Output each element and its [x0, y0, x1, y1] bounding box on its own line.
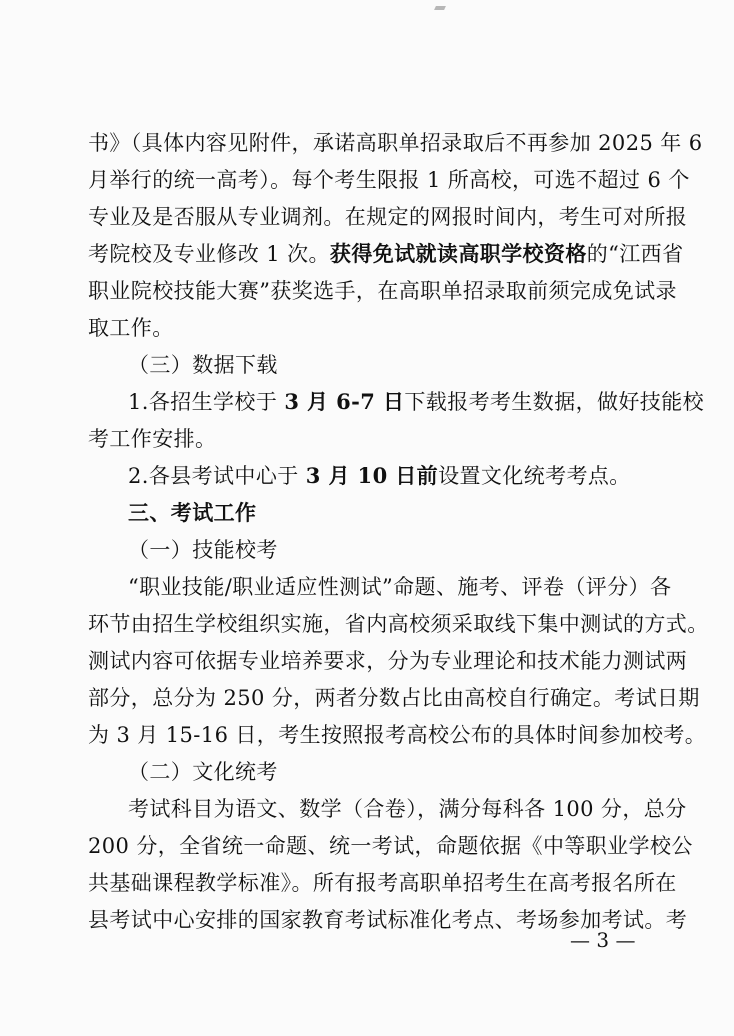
line-segment: 2.各县考试中心于 — [128, 464, 306, 488]
line-segment: 的“江西省 — [586, 242, 684, 266]
bold-segment: 获得免试就读高职学校资格 — [329, 241, 587, 266]
paragraph-line: 为 3 月 15-16 日，考生按照报考高校公布的具体时间参加校考。 — [88, 723, 707, 747]
section-subheading: （二）文化统考 — [128, 760, 278, 784]
paragraph-line — [128, 387, 704, 417]
paragraph-line: “职业技能/职业适应性测试”命题、施考、评卷（评分）各 — [128, 575, 672, 599]
paragraph-line — [88, 239, 683, 269]
bold-segment: 3 月 10 日前 — [305, 463, 439, 488]
paragraph-line: 测试内容可依据专业培养要求，分为专业理论和技术能力测试两 — [88, 649, 688, 673]
scan-mark — [434, 6, 446, 10]
page-number: — 3 — — [570, 928, 636, 952]
line-segment: 设置文化统考考点。 — [438, 464, 631, 488]
paragraph-line: 书》（具体内容见附件，承诺高职单招录取后不再参加 2025 年 6 — [88, 131, 703, 155]
paragraph-line: 考试科目为语文、数学（合卷），满分每科各 100 分，总分 — [128, 797, 687, 821]
line-segment: 1.各招生学校于 — [128, 390, 285, 414]
paragraph-line — [128, 461, 631, 491]
line-segment: 考院校及专业修改 1 次。 — [88, 242, 330, 266]
bold-segment: 3 月 6-7 日 — [284, 389, 405, 414]
section-heading: 三、考试工作 — [128, 500, 257, 525]
paragraph-line: 职业院校技能大赛”获奖选手，在高职单招录取前须完成免试录 — [88, 279, 677, 303]
paragraph-line: 200 分，全省统一命题、统一考试，命题依据《中等职业学校公 — [88, 834, 693, 858]
paragraph-line: 月举行的统一高考）。每个考生限报 1 所高校，可选不超过 6 个 — [88, 168, 690, 192]
paragraph-line: 县考试中心安排的国家教育考试标准化考点、考场参加考试。考 — [88, 908, 688, 932]
paragraph-line: 部分，总分为 250 分，两者分数占比由高校自行确定。考试日期 — [88, 686, 700, 710]
section-subheading: （三）数据下载 — [128, 353, 278, 377]
paragraph-line: 取工作。 — [88, 316, 174, 340]
line-segment: 下载报考考生数据，做好技能校 — [404, 390, 705, 414]
paragraph-line: 考工作安排。 — [88, 427, 217, 451]
section-subheading: （一）技能校考 — [128, 538, 278, 562]
paragraph-line: 专业及是否服从专业调剂。在规定的网报时间内，考生可对所报 — [88, 205, 688, 229]
paragraph-line: 环节由招生学校组织实施，省内高校须采取线下集中测试的方式。 — [88, 612, 709, 636]
paragraph-line: 共基础课程教学标准》。所有报考高职单招考生在高考报名所在 — [88, 871, 677, 895]
